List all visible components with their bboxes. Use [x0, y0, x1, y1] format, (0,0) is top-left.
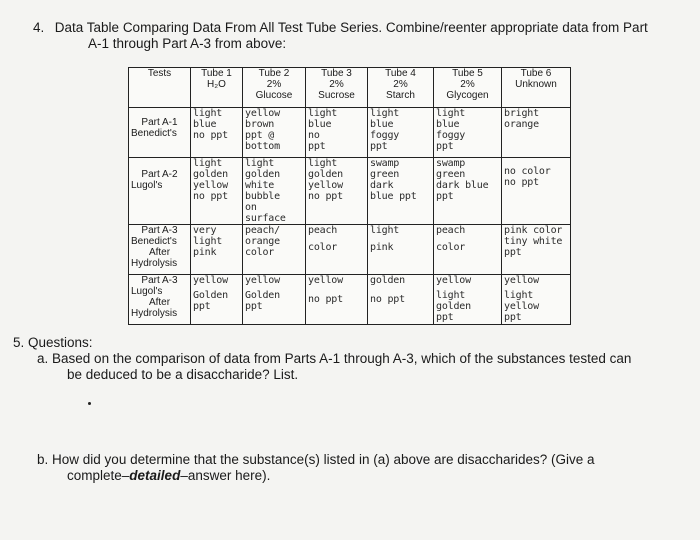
- column-header-tube-3: [306, 68, 368, 108]
- question-5a: [37, 351, 687, 383]
- table-cell[interactable]: light blue no ppt: [306, 108, 368, 158]
- row-label-part-a2: [129, 158, 191, 225]
- tests-header: Tests: [129, 68, 191, 108]
- data-table: [128, 67, 571, 325]
- row-label-part-a3-lugols: [129, 275, 191, 325]
- table-cell[interactable]: yellow no ppt: [306, 275, 368, 325]
- table-cell[interactable]: swamp green dark blue ppt: [434, 158, 502, 225]
- col-3-title: Tube 3: [321, 68, 352, 79]
- question-5b-line-1: How did you determine that the substance(s) listed in (a) above are disaccharides? (Give a: [52, 452, 595, 467]
- question-5b-line-2-end: –answer here).: [180, 468, 271, 483]
- table-cell[interactable]: light blue foggy ppt: [434, 108, 502, 158]
- row-label-line: Lugol's: [131, 180, 163, 191]
- table-cell[interactable]: light pink: [368, 225, 434, 275]
- table-row: [129, 158, 571, 225]
- table-cell[interactable]: light blue foggy ppt: [368, 108, 434, 158]
- col-4-title: Tube 4: [385, 68, 416, 79]
- row-label-part-a1: [129, 108, 191, 158]
- col-6-title: Tube 6: [520, 68, 552, 79]
- col-1-title: Tube 1: [201, 68, 232, 79]
- col-4-percent: 2%: [393, 79, 408, 90]
- table-cell[interactable]: peach color: [306, 225, 368, 275]
- row-label-line: Part A-3: [141, 225, 178, 236]
- header-row: [129, 68, 571, 108]
- table-cell[interactable]: golden no ppt: [368, 275, 434, 325]
- row-label-line: After: [148, 247, 171, 258]
- col-5-substance: Glycogen: [446, 90, 489, 101]
- question-4: [33, 20, 683, 52]
- table-row: [129, 225, 571, 275]
- col-3-substance: Sucrose: [318, 90, 355, 101]
- column-header-tube-6: [502, 68, 571, 108]
- question-4-line-1: Data Table Comparing Data From All Test Tube Series. Combine/reenter appropriate data from Part: [54, 20, 648, 35]
- row-label-line: Hydrolysis: [131, 308, 178, 319]
- column-header-tube-2: [243, 68, 306, 108]
- question-4-line-2: A-1 through Part A-3 from above:: [88, 36, 287, 51]
- table-cell[interactable]: swamp green dark blue ppt: [368, 158, 434, 225]
- table-cell[interactable]: light golden yellow no ppt: [191, 158, 243, 225]
- question-5-heading: 5. Questions:: [13, 335, 93, 350]
- row-label-line: Part A-3: [141, 275, 178, 286]
- row-label-part-a3-benedicts: [129, 225, 191, 275]
- table-cell[interactable]: yellow light yellow ppt: [502, 275, 571, 325]
- question-5b-line-2-start: complete–: [67, 468, 130, 483]
- table-cell[interactable]: yellow light golden ppt: [434, 275, 502, 325]
- col-2-title: Tube 2: [258, 68, 290, 79]
- question-5b: [37, 452, 687, 484]
- table-cell[interactable]: pink color tiny white ppt: [502, 225, 571, 275]
- col-2-substance: Glucose: [255, 90, 293, 101]
- row-label-line: After: [148, 297, 171, 308]
- table-cell[interactable]: yellow Golden ppt: [191, 275, 243, 325]
- table-row: [129, 275, 571, 325]
- question-5b-label: b.: [37, 452, 49, 467]
- col-3-percent: 2%: [329, 79, 344, 90]
- col-4-substance: Starch: [386, 90, 415, 101]
- col-5-title: Tube 5: [452, 68, 483, 79]
- table-cell[interactable]: peach color: [434, 225, 502, 275]
- table-row: [129, 108, 571, 158]
- col-2-percent: 2%: [266, 79, 282, 90]
- table-cell[interactable]: very light pink: [191, 225, 243, 275]
- row-label-line: Benedict's: [131, 236, 177, 247]
- question-5b-emphasis: detailed: [129, 468, 181, 483]
- table-cell[interactable]: bright orange: [502, 108, 571, 158]
- question-5a-line-1: Based on the comparison of data from Parts A-1 through A-3, which of the substances tested can: [52, 351, 632, 366]
- col-6-substance: Unknown: [515, 79, 557, 90]
- column-header-tube-4: [368, 68, 434, 108]
- question-4-number: 4.: [33, 20, 45, 35]
- column-header-tube-1: [191, 68, 243, 108]
- question-5a-line-2: be deduced to be a disaccharide? List.: [67, 367, 299, 382]
- table-cell[interactable]: peach/ orange color: [243, 225, 306, 275]
- row-label-line: Benedict's: [131, 128, 177, 139]
- table-cell[interactable]: light golden yellow no ppt: [306, 158, 368, 225]
- table-cell[interactable]: light blue no ppt: [191, 108, 243, 158]
- col-5-percent: 2%: [460, 79, 475, 90]
- table-cell[interactable]: light golden white bubble on surface: [243, 158, 306, 225]
- table-cell[interactable]: no color no ppt: [502, 158, 571, 225]
- table-cell[interactable]: yellow Golden ppt: [243, 275, 306, 325]
- row-label-line: Hydrolysis: [131, 258, 178, 269]
- row-label-line: Part A-1: [141, 117, 178, 128]
- table-cell[interactable]: yellow brown ppt @ bottom: [243, 108, 306, 158]
- column-header-tube-5: [434, 68, 502, 108]
- question-5b-line-2: [37, 468, 687, 484]
- col-1-sub: H₂O: [207, 79, 226, 90]
- row-label-line: Lugol's: [131, 286, 163, 297]
- answer-mark: [88, 402, 91, 405]
- question-5a-label: a.: [37, 351, 49, 366]
- row-label-line: Part A-2: [141, 169, 178, 180]
